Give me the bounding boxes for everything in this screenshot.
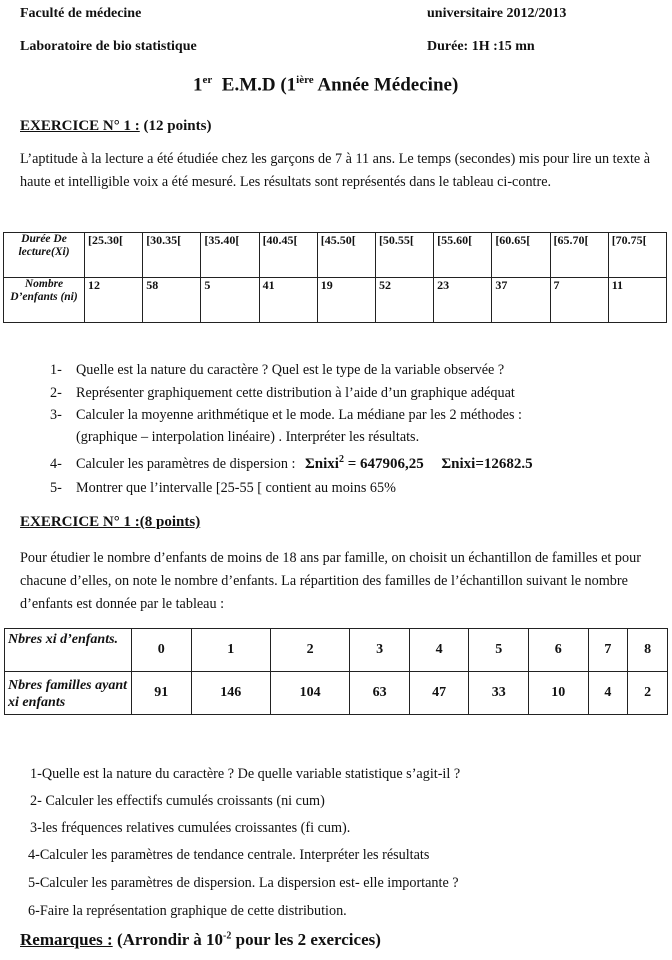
ex2-question: 4-Calculer les paramètres de tendance centrale. Interpréter les résultats — [28, 847, 430, 863]
ex2-question: 3-les fréquences relatives cumulées croissantes (fi cum). — [30, 820, 351, 836]
class-cell: [70.75[ — [608, 233, 666, 278]
exercise-2-statement: Pour étudier le nombre d’enfants de moins de 18 ans par famille, on choisit un échantillon de familles et pour chacune d’elles, on note le nombre d’enfants. La répartition des familles de l’échantillon suivant le nombre d’enfants est donnée par le tableau : — [20, 550, 641, 612]
ex1-question: 2- Représenter graphiquement cette distribution à l’aide d’un graphique adéquat — [50, 385, 515, 401]
duration-label: Durée: 1H :15 mn — [427, 39, 535, 54]
exercise-1-title: EXERCICE N° 1 : (12 points) — [20, 118, 212, 134]
family-count-cell: 104 — [270, 672, 349, 715]
ex2-question: 5-Calculer les paramètres de dispersion. La dispersion est- elle importante ? — [28, 875, 459, 891]
ex1-question: 1- Quelle est la nature du caractère ? Quel est le type de la variable observée ? — [50, 362, 505, 378]
remark-line: Remarques : (Arrondir à $10^{-2}$ pour les 2 exercices) — [20, 930, 381, 949]
families-row-label: Nbres familles ayant xi enfants — [5, 672, 132, 715]
count-cell: 12 — [85, 278, 143, 323]
lab-label: Laboratoire de bio statistique — [20, 39, 197, 54]
value-cell: 8 — [628, 629, 668, 672]
value-cell: 0 — [132, 629, 192, 672]
count-cell: 19 — [317, 278, 375, 323]
family-count-cell: 4 — [588, 672, 628, 715]
ex1-question: (graphique – interpolation linéaire) . Interpréter les résultats. — [76, 429, 420, 445]
children-row-label: Nbres xi d’enfants. — [5, 629, 132, 672]
count-cell: 11 — [608, 278, 666, 323]
children-per-family-table — [4, 628, 668, 715]
page-title: 1er E.M.D ($1^{ière}$ Année Médecine) — [193, 74, 459, 96]
class-cell: [40.45[ — [259, 233, 317, 278]
ex2-question: 2- Calculer les effectifs cumulés croissants (ni cum) — [30, 793, 325, 809]
table-row — [4, 233, 667, 278]
family-count-cell: 33 — [469, 672, 529, 715]
count-cell: 7 — [550, 278, 608, 323]
class-cell: [50.55[ — [375, 233, 433, 278]
family-count-cell: 91 — [132, 672, 192, 715]
family-count-cell: 10 — [529, 672, 589, 715]
duration-row-label: Durée De lecture(Xi) — [4, 233, 85, 278]
value-cell: 6 — [529, 629, 589, 672]
value-cell: 7 — [588, 629, 628, 672]
value-cell: 2 — [270, 629, 349, 672]
faculty-label: Faculté de médecine — [20, 6, 142, 21]
count-cell: 23 — [434, 278, 492, 323]
ex1-question: 3- Calculer la moyenne arithmétique et le mode. La médiane par les 2 méthodes : — [50, 407, 522, 423]
ex2-question: 6-Faire la représentation graphique de cette distribution. — [28, 903, 347, 919]
count-cell: 52 — [375, 278, 433, 323]
academic-year: universitaire 2012/2013 — [427, 6, 567, 21]
table-row — [5, 672, 668, 715]
value-cell: 1 — [191, 629, 270, 672]
family-count-cell: 47 — [409, 672, 469, 715]
ex1-question: 5- Montrer que l’intervalle [25-55 [ contient au moins 65% — [50, 480, 396, 496]
family-count-cell: 146 — [191, 672, 270, 715]
family-count-cell: 2 — [628, 672, 668, 715]
sum-formula: Σnixi=12682.5 — [441, 456, 533, 472]
ex1-question: 4- Calculer les paramètres de dispersion : Σnixi$^2$ = 647906,25 Σnixi=12682.5 — [50, 454, 533, 472]
value-cell: 3 — [350, 629, 410, 672]
table-row — [4, 278, 667, 323]
sum-squares-formula: Σnixi$^2$ = 647906,25 — [304, 454, 424, 472]
family-count-cell: 63 — [350, 672, 410, 715]
exercise-2-title: EXERCICE N° 1 :(8 points) — [20, 514, 201, 530]
class-cell: [35.40[ — [201, 233, 259, 278]
class-cell: [60.65[ — [492, 233, 550, 278]
count-cell: 37 — [492, 278, 550, 323]
reading-time-table — [3, 232, 667, 323]
count-cell: 58 — [143, 278, 201, 323]
count-row-label: Nombre D’enfants (ni) — [4, 278, 85, 323]
class-cell: [30.35[ — [143, 233, 201, 278]
count-cell: 41 — [259, 278, 317, 323]
exercise-1-statement: L’aptitude à la lecture a été étudiée chez les garçons de 7 à 11 ans. Le temps (secondes) mis pour lire un texte à haute et intelligible voix a été mesuré. Les résultats sont représentés dans le tableau ci-contre. — [20, 151, 651, 190]
class-cell: [45.50[ — [317, 233, 375, 278]
class-cell: [25.30[ — [85, 233, 143, 278]
count-cell: 5 — [201, 278, 259, 323]
class-cell: [55.60[ — [434, 233, 492, 278]
ex2-question: 1-Quelle est la nature du caractère ? De quelle variable statistique s’agit-il ? — [30, 766, 461, 782]
value-cell: 5 — [469, 629, 529, 672]
table-row — [5, 629, 668, 672]
class-cell: [65.70[ — [550, 233, 608, 278]
value-cell: 4 — [409, 629, 469, 672]
